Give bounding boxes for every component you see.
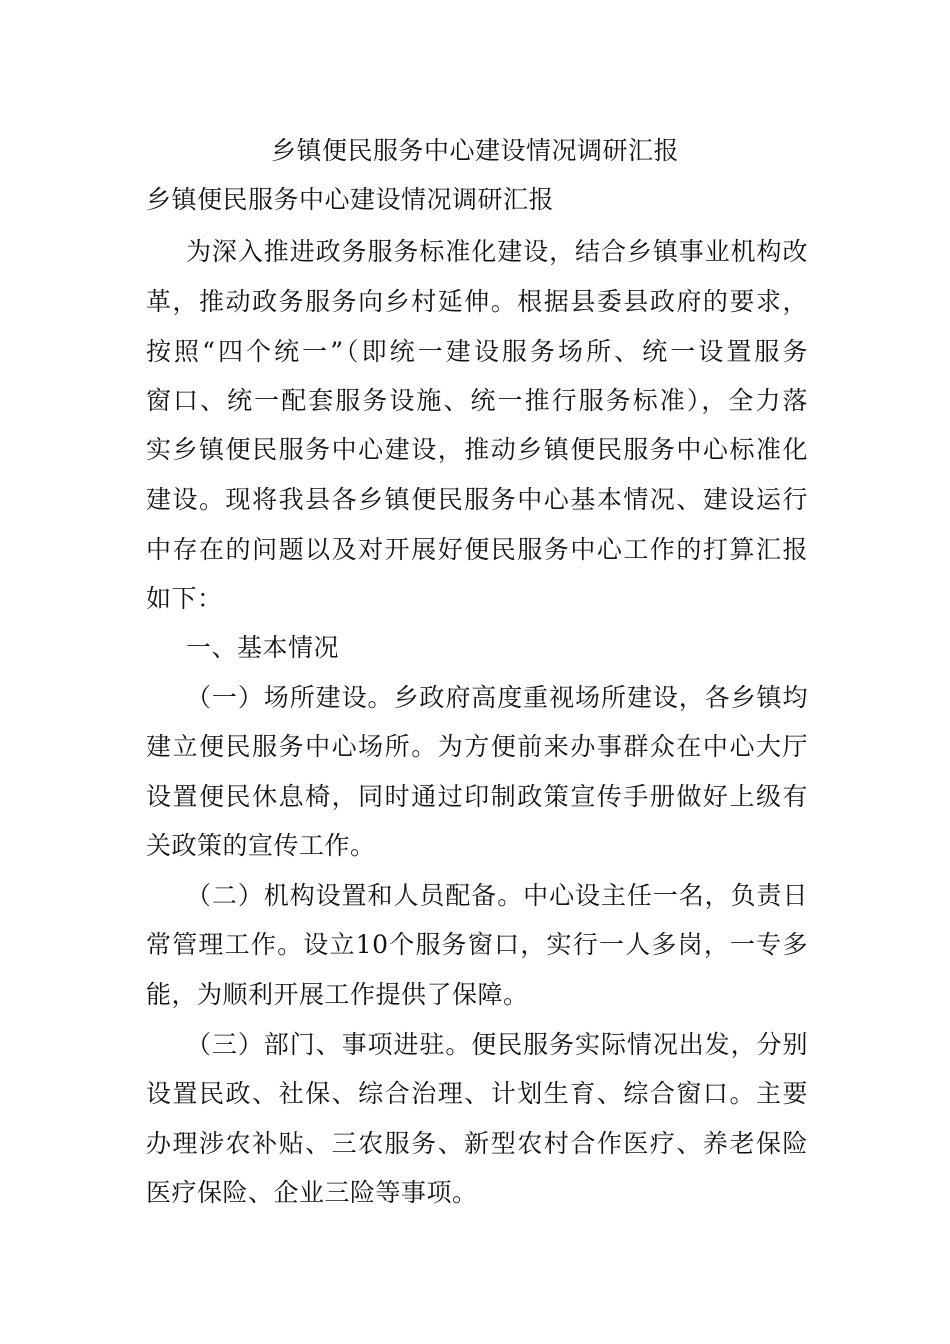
body-line: （一）场所建设。乡政府高度重视场所建设，各乡镇均 bbox=[186, 683, 808, 712]
body-line: 医疗保险、企业三险等事项。 bbox=[146, 1178, 478, 1207]
body-line: 关政策的宣传工作。 bbox=[146, 831, 376, 860]
section-heading: 一、基本情况 bbox=[186, 633, 340, 662]
body-line: 实乡镇便民服务中心建设，推动乡镇便民服务中心标准化 bbox=[146, 435, 808, 464]
document-title: 乡镇便民服务中心建设情况调研汇报 bbox=[270, 136, 679, 165]
body-line: 如下： bbox=[146, 584, 223, 613]
body-line: 建立便民服务中心场所。为方便前来办事群众在中心大厅 bbox=[146, 732, 808, 761]
body-line: 设置民政、社保、综合治理、计划生育、综合窗口。主要 bbox=[146, 1079, 808, 1108]
document-subtitle: 乡镇便民服务中心建设情况调研汇报 bbox=[146, 185, 555, 214]
body-line: 办理涉农补贴、三农服务、新型农村合作医疗、养老保险 bbox=[146, 1129, 808, 1158]
body-line: 窗口、统一配套服务设施、统一推行服务标准），全力落 bbox=[146, 386, 808, 415]
body-line: 为深入推进政务服务标准化建设，结合乡镇事业机构改 bbox=[186, 237, 808, 266]
body-line: （三）部门、事项进驻。便民服务实际情况出发，分别 bbox=[186, 1030, 808, 1059]
body-line: 能，为顺利开展工作提供了保障。 bbox=[146, 980, 529, 1009]
body-line: （二）机构设置和人员配备。中心设主任一名，负责日 bbox=[186, 881, 808, 910]
body-line: 革，推动政务服务向乡村延伸。根据县委县政府的要求， bbox=[146, 287, 808, 316]
body-line: 中存在的问题以及对开展好便民服务中心工作的打算汇报 bbox=[146, 535, 808, 564]
body-line: 常管理工作。设立10个服务窗口，实行一人多岗，一专多 bbox=[146, 930, 808, 959]
body-line: 建设。现将我县各乡镇便民服务中心基本情况、建设运行 bbox=[146, 485, 808, 514]
body-line: 设置便民休息椅，同时通过印制政策宣传手册做好上级有 bbox=[146, 782, 808, 811]
body-line: 按照“四个统一”（即统一建设服务场所、统一设置服务 bbox=[146, 337, 808, 366]
